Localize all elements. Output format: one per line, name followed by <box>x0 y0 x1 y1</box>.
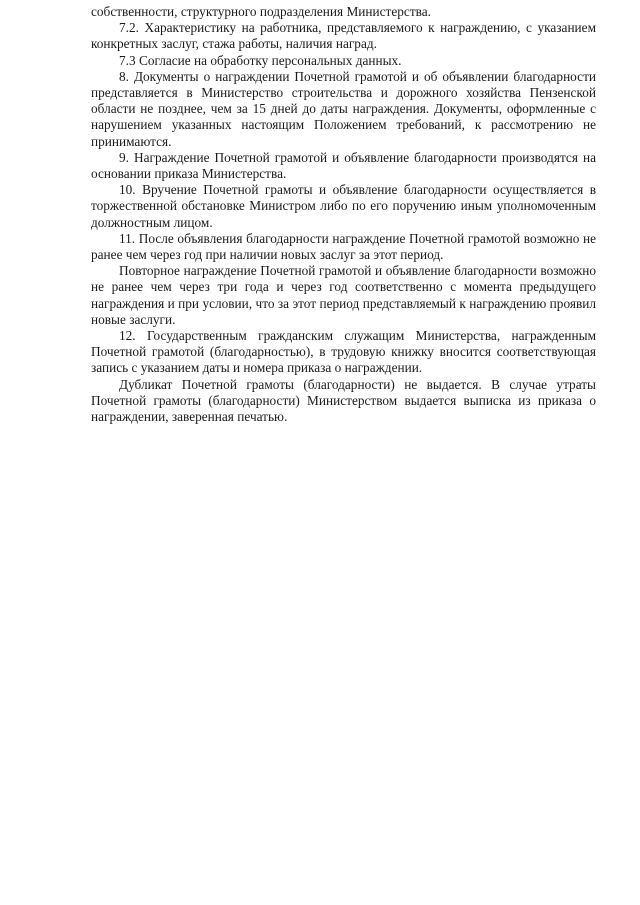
paragraph-12: 12. Государственным гражданским служащим Министерства, награжденным Почетной грамотой (благодарностью), в трудовую книжку вносится соответствующая запись с указанием даты и номера приказа о награждении. <box>91 328 596 376</box>
paragraph-continuation: собственности, структурного подразделения Министерства. <box>91 4 431 19</box>
paragraph-repeat-award: Повторное награждение Почетной грамотой и объявление благодарности возможно не ранее чем через три года и через год соответственно с момента предыдущего награждения и при условии, что за этот период представляемый к награждению проявил новые заслуги. <box>91 263 596 327</box>
paragraph-10: 10. Вручение Почетной грамоты и объявление благодарности осуществляется в торжественной обстановке Министром либо по его поручению иным уполномоченным должностным лицом. <box>91 182 596 230</box>
paragraph-7-3: 7.3 Согласие на обработку персональных данных. <box>119 52 402 68</box>
paragraph-duplicate: Дубликат Почетной грамоты (благодарности) не выдается. В случае утраты Почетной грамоты (благодарности) Министерством выдается выписка из приказа о награждении, заверенная печатью. <box>91 376 596 425</box>
paragraph-9: 9. Награждение Почетной грамотой и объявление благодарности производятся на основании приказа Министерства. <box>91 149 596 182</box>
paragraph-7-2: 7.2. Характеристику на работника, представляемого к награждению, с указанием конкретных заслуг, стажа работы, наличия наград. <box>91 20 596 52</box>
paragraph-11: 11. После объявления благодарности награждение Почетной грамотой возможно не ранее чем через год при наличии новых заслуг за этот период. <box>91 230 596 263</box>
paragraph-8: 8. Документы о награждении Почетной грамотой и об объявлении благодарности представляется в Министерство строительства и дорожного хозяйства Пензенской области не позднее, чем за 15 дней до даты награждения. Документы, оформленные с нарушением указанных настоящим Положением требований, к рассмотрению не принимаются. <box>91 68 596 149</box>
document-page <box>91 4 596 425</box>
